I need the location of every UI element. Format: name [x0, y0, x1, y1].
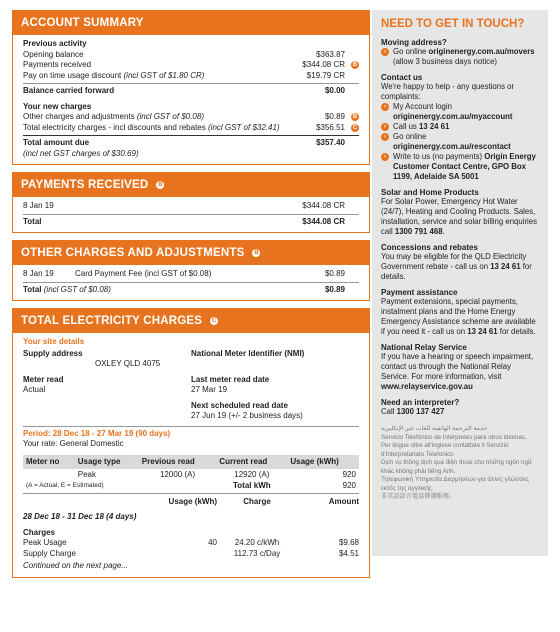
previous-read: 12000 (A): [159, 469, 196, 479]
next-read-label: Next scheduled read date: [191, 400, 288, 410]
other-charges-panel: [12, 240, 370, 301]
other-total-label: Total: [23, 284, 42, 294]
current-read: 12920 (A): [234, 469, 270, 479]
other-charge-row: [23, 269, 359, 280]
section-c-icon: C: [352, 124, 358, 131]
concessions-heading: Concessions and rebates: [381, 243, 478, 252]
bullet-icon: ›: [381, 153, 389, 161]
rows1-row: [23, 71, 359, 82]
concessions-phone: 13 24 61: [490, 262, 521, 271]
rate-name: Your rate: General Domestic: [23, 439, 124, 448]
rows2-value: $356.51: [316, 122, 345, 132]
contact-detail: 13 24 61: [419, 122, 450, 131]
contact-detail: originenergy.com.au/rescontact: [393, 142, 511, 151]
contact-detail: Origin Energy Customer Contact Centre, GPO Box 1199, Adelaide SA 5001: [393, 152, 536, 181]
charge-label: Peak Usage: [23, 538, 67, 547]
meter-table: [23, 455, 359, 491]
section-b-icon: B: [254, 250, 259, 256]
total-due-note: (incl net GST charges of $30.69): [23, 148, 139, 158]
contact-sidebar: [372, 10, 548, 556]
payment-assistance-text: Payment extensions, special payments, instalment plans and the Home Energy Emergency Assistance scheme are available if you need it - call us on 13 24 61 for details.: [381, 297, 536, 336]
meter-note: (A = Actual, E = Estimated): [26, 481, 104, 489]
contact-heading: Contact us: [381, 73, 423, 82]
charges-col-usage: Usage (kWh): [168, 496, 217, 506]
concessions-text: You may be eligible for the QLD Electricity Government rebate - call us on 13 24 61 for details.: [381, 252, 532, 281]
solar-text: For Solar Power, Emergency Hot Water (24/7), Heating and Cooling Products. Sales, installation, service and solar billing enquiries call 1300 791 468.: [381, 197, 538, 236]
last-read-date: 27 Mar 19: [191, 385, 228, 394]
bullet-icon: ›: [381, 103, 389, 111]
rows2-row: [23, 123, 359, 134]
balance-cf-label: Balance carried forward: [23, 86, 115, 95]
total-amount-due-row: [23, 138, 359, 149]
previous-activity-heading: Previous activity: [23, 39, 87, 48]
interpreter-language-line: Per lingue oltre all'inglese contattate il Servizio d'Interpretariato Telefonico: [381, 442, 509, 458]
charge-usage: 40: [208, 538, 217, 547]
charge-rate: 112.73 c/Day: [233, 548, 281, 558]
balance-carried-forward-row: [23, 86, 359, 97]
contact-detail: originenergy.com.au/movers: [428, 47, 535, 56]
contact-method-item[interactable]: › Go online originenergy.com.au/movers (allow 3 business days notice): [381, 47, 539, 67]
bill-left-column: [12, 10, 370, 585]
rows1-value: $363.87: [316, 49, 345, 59]
other-charges-total-row: [23, 285, 359, 296]
rows1-label: Pay on time usage discount (incl GST of $1.80 CR): [23, 70, 205, 80]
interpreter-heading: Need an interpreter?: [381, 398, 460, 407]
meter-col-header: Meter no: [23, 455, 75, 469]
site-details-heading: Your site details: [23, 337, 85, 346]
other-charge-desc: Card Payment Fee (incl GST of $0.08): [75, 269, 212, 278]
other-total-value: $0.89: [324, 284, 345, 294]
payments-total-row: [23, 217, 359, 228]
interpreter-language-line: 非英語語言電話傳譯服務。: [381, 493, 456, 500]
interpreter-text: Call 1300 137 427: [381, 407, 445, 416]
payment-row: [23, 201, 359, 212]
rows1-row: [23, 60, 359, 71]
relay-text: If you have a hearing or speech impairment, contact us through the National Relay Service. For more information, visit www.relayservice.gov.au: [381, 352, 534, 391]
solar-heading: Solar and Home Products: [381, 188, 479, 197]
interpreter-language-line: Servicio Telefónico de Intérpretes para otros idiomas.: [381, 433, 527, 441]
electricity-charges-header: [13, 309, 369, 333]
new-charges-heading: Your new charges: [23, 101, 92, 111]
balance-cf-value: $0.00: [324, 86, 345, 95]
contact-detail: originenergy.com.au/myaccount: [393, 112, 513, 121]
meter-col-header: Usage type: [75, 455, 139, 469]
contact-intro: We're happy to help - any questions or complaints:: [381, 82, 515, 101]
account-summary-panel: [12, 10, 370, 165]
interpreter-phone: 1300 137 427: [396, 407, 445, 416]
multilingual-block: [381, 425, 539, 502]
electricity-charges-title: TOTAL ELECTRICITY CHARGES: [21, 315, 203, 327]
charge-row: [23, 538, 359, 549]
charge-row: [23, 549, 359, 560]
other-charges-title: OTHER CHARGES AND ADJUSTMENTS: [21, 247, 245, 259]
usage-kwh: 920: [342, 469, 356, 479]
rows2-value: $0.89: [324, 112, 345, 121]
total-due-value: $357.40: [316, 138, 345, 147]
meter-no: [23, 469, 75, 480]
charge-amount: $4.51: [338, 548, 359, 558]
account-summary-title: ACCOUNT SUMMARY: [13, 11, 369, 35]
bullet-icon: ›: [381, 123, 389, 131]
contact-method-item[interactable]: › Write to us (no payments) Origin Energy Customer Contact Centre, GPO Box 1199, Adelaide SA 5001: [381, 152, 539, 182]
meter-col-header: Previous read: [139, 455, 217, 469]
rows1-label: Payments received: [23, 60, 92, 69]
total-kwh-label: Total kWh: [233, 480, 271, 490]
other-total-gst: (incl GST of $0.08): [43, 284, 111, 294]
bullet-icon: ›: [381, 48, 389, 56]
usage-type: Peak: [77, 469, 96, 479]
charge-rate: 24.20 c/kWh: [234, 538, 280, 547]
section-b-icon: B: [158, 182, 163, 188]
rows2-label: Total electricity charges - incl discounts and rebates (incl GST of $32.41): [23, 122, 280, 132]
supply-address: OXLEY QLD 4075: [95, 359, 161, 368]
charge-label: Supply Charge: [23, 548, 76, 558]
payments-received-title: PAYMENTS RECEIVED: [21, 179, 149, 191]
interpreter-language-line: خدمة الترجمة الهاتفية للغات غير الإنكليزية.: [381, 425, 489, 432]
total-kwh: 920: [342, 480, 356, 490]
payments-received-header: [13, 173, 369, 197]
next-read-date: 27 Jun 19 (+/- 2 business days): [191, 411, 303, 420]
payments-total-label: Total: [23, 216, 42, 226]
rows1-label: Opening balance: [23, 49, 84, 59]
rows2-label: Other charges and adjustments (incl GST of $0.08): [23, 112, 204, 121]
rows1-value: $344.08 CR: [302, 60, 345, 69]
other-charges-header: [13, 241, 369, 265]
sidebar-title: NEED TO GET IN TOUCH?: [381, 18, 525, 30]
other-charge-amount: $0.89: [324, 269, 345, 278]
payment-date: 8 Jan 19: [23, 201, 54, 210]
payments-total-value: $344.08 CR: [302, 216, 345, 226]
rows2-row: [23, 112, 359, 123]
bullet-icon: ›: [381, 133, 389, 141]
meter-row: [23, 469, 359, 480]
section-c-icon: C: [211, 318, 217, 324]
relay-heading: National Relay Service: [381, 343, 467, 352]
supply-address-label: Supply address: [23, 348, 83, 358]
other-charge-date: 8 Jan 19: [23, 269, 54, 278]
contact-method-item[interactable]: › Call us 13 24 61: [381, 122, 539, 132]
charges-col-charge: Charge: [243, 496, 271, 506]
meter-read-label: Meter read: [23, 374, 64, 384]
payments-received-panel: [12, 172, 370, 233]
meter-col-header: Current read: [216, 455, 287, 469]
solar-phone: 1300 791 468: [394, 227, 443, 236]
payment-phone: 13 24 61: [467, 327, 498, 336]
nmi-label: National Meter Identifier (NMI): [191, 348, 305, 358]
continued-note: Continued on the next page...: [23, 561, 128, 570]
total-due-label: Total amount due: [23, 138, 90, 147]
moving-heading: Moving address?: [381, 38, 447, 47]
billing-period: Period: 28 Dec 18 - 27 Mar 19 (90 days): [23, 428, 171, 438]
relay-link[interactable]: www.relayservice.gov.au: [381, 382, 473, 391]
meter-col-header: Usage (kWh): [287, 455, 359, 469]
payment-amount: $344.08 CR: [302, 201, 345, 210]
interpreter-language-line: Dịch vụ thông dịch qua điện thoại cho những ngôn ngữ khác không phải tiếng Anh.: [381, 459, 533, 475]
meter-read: Actual: [23, 385, 46, 394]
sub-period: 28 Dec 18 - 31 Dec 18 (4 days): [23, 512, 137, 521]
section-b-icon: B: [352, 62, 358, 69]
rows1-row: [23, 50, 359, 61]
charge-amount: $9.68: [338, 538, 359, 547]
charges-col-amount: Amount: [328, 496, 359, 506]
charges-header-row: [23, 497, 359, 508]
electricity-charges-panel: [12, 308, 370, 578]
rows1-value: $19.79 CR: [306, 70, 345, 80]
interpreter-language-line: Τηλεφωνική Υπηρεσία Διερμηνέων για άλλες γλώσσες εκτός της αγγλικής.: [381, 476, 529, 492]
section-b-icon: B: [352, 114, 358, 121]
meter-total-row: [23, 480, 359, 491]
contact-method-item[interactable]: › My Account login originenergy.com.au/myaccount: [381, 102, 539, 122]
payment-assistance-heading: Payment assistance: [381, 288, 458, 297]
last-read-label: Last meter read date: [191, 374, 270, 384]
contact-method-item[interactable]: › Go online originenergy.com.au/rescontact: [381, 132, 539, 152]
charges-heading: Charges: [23, 527, 56, 537]
